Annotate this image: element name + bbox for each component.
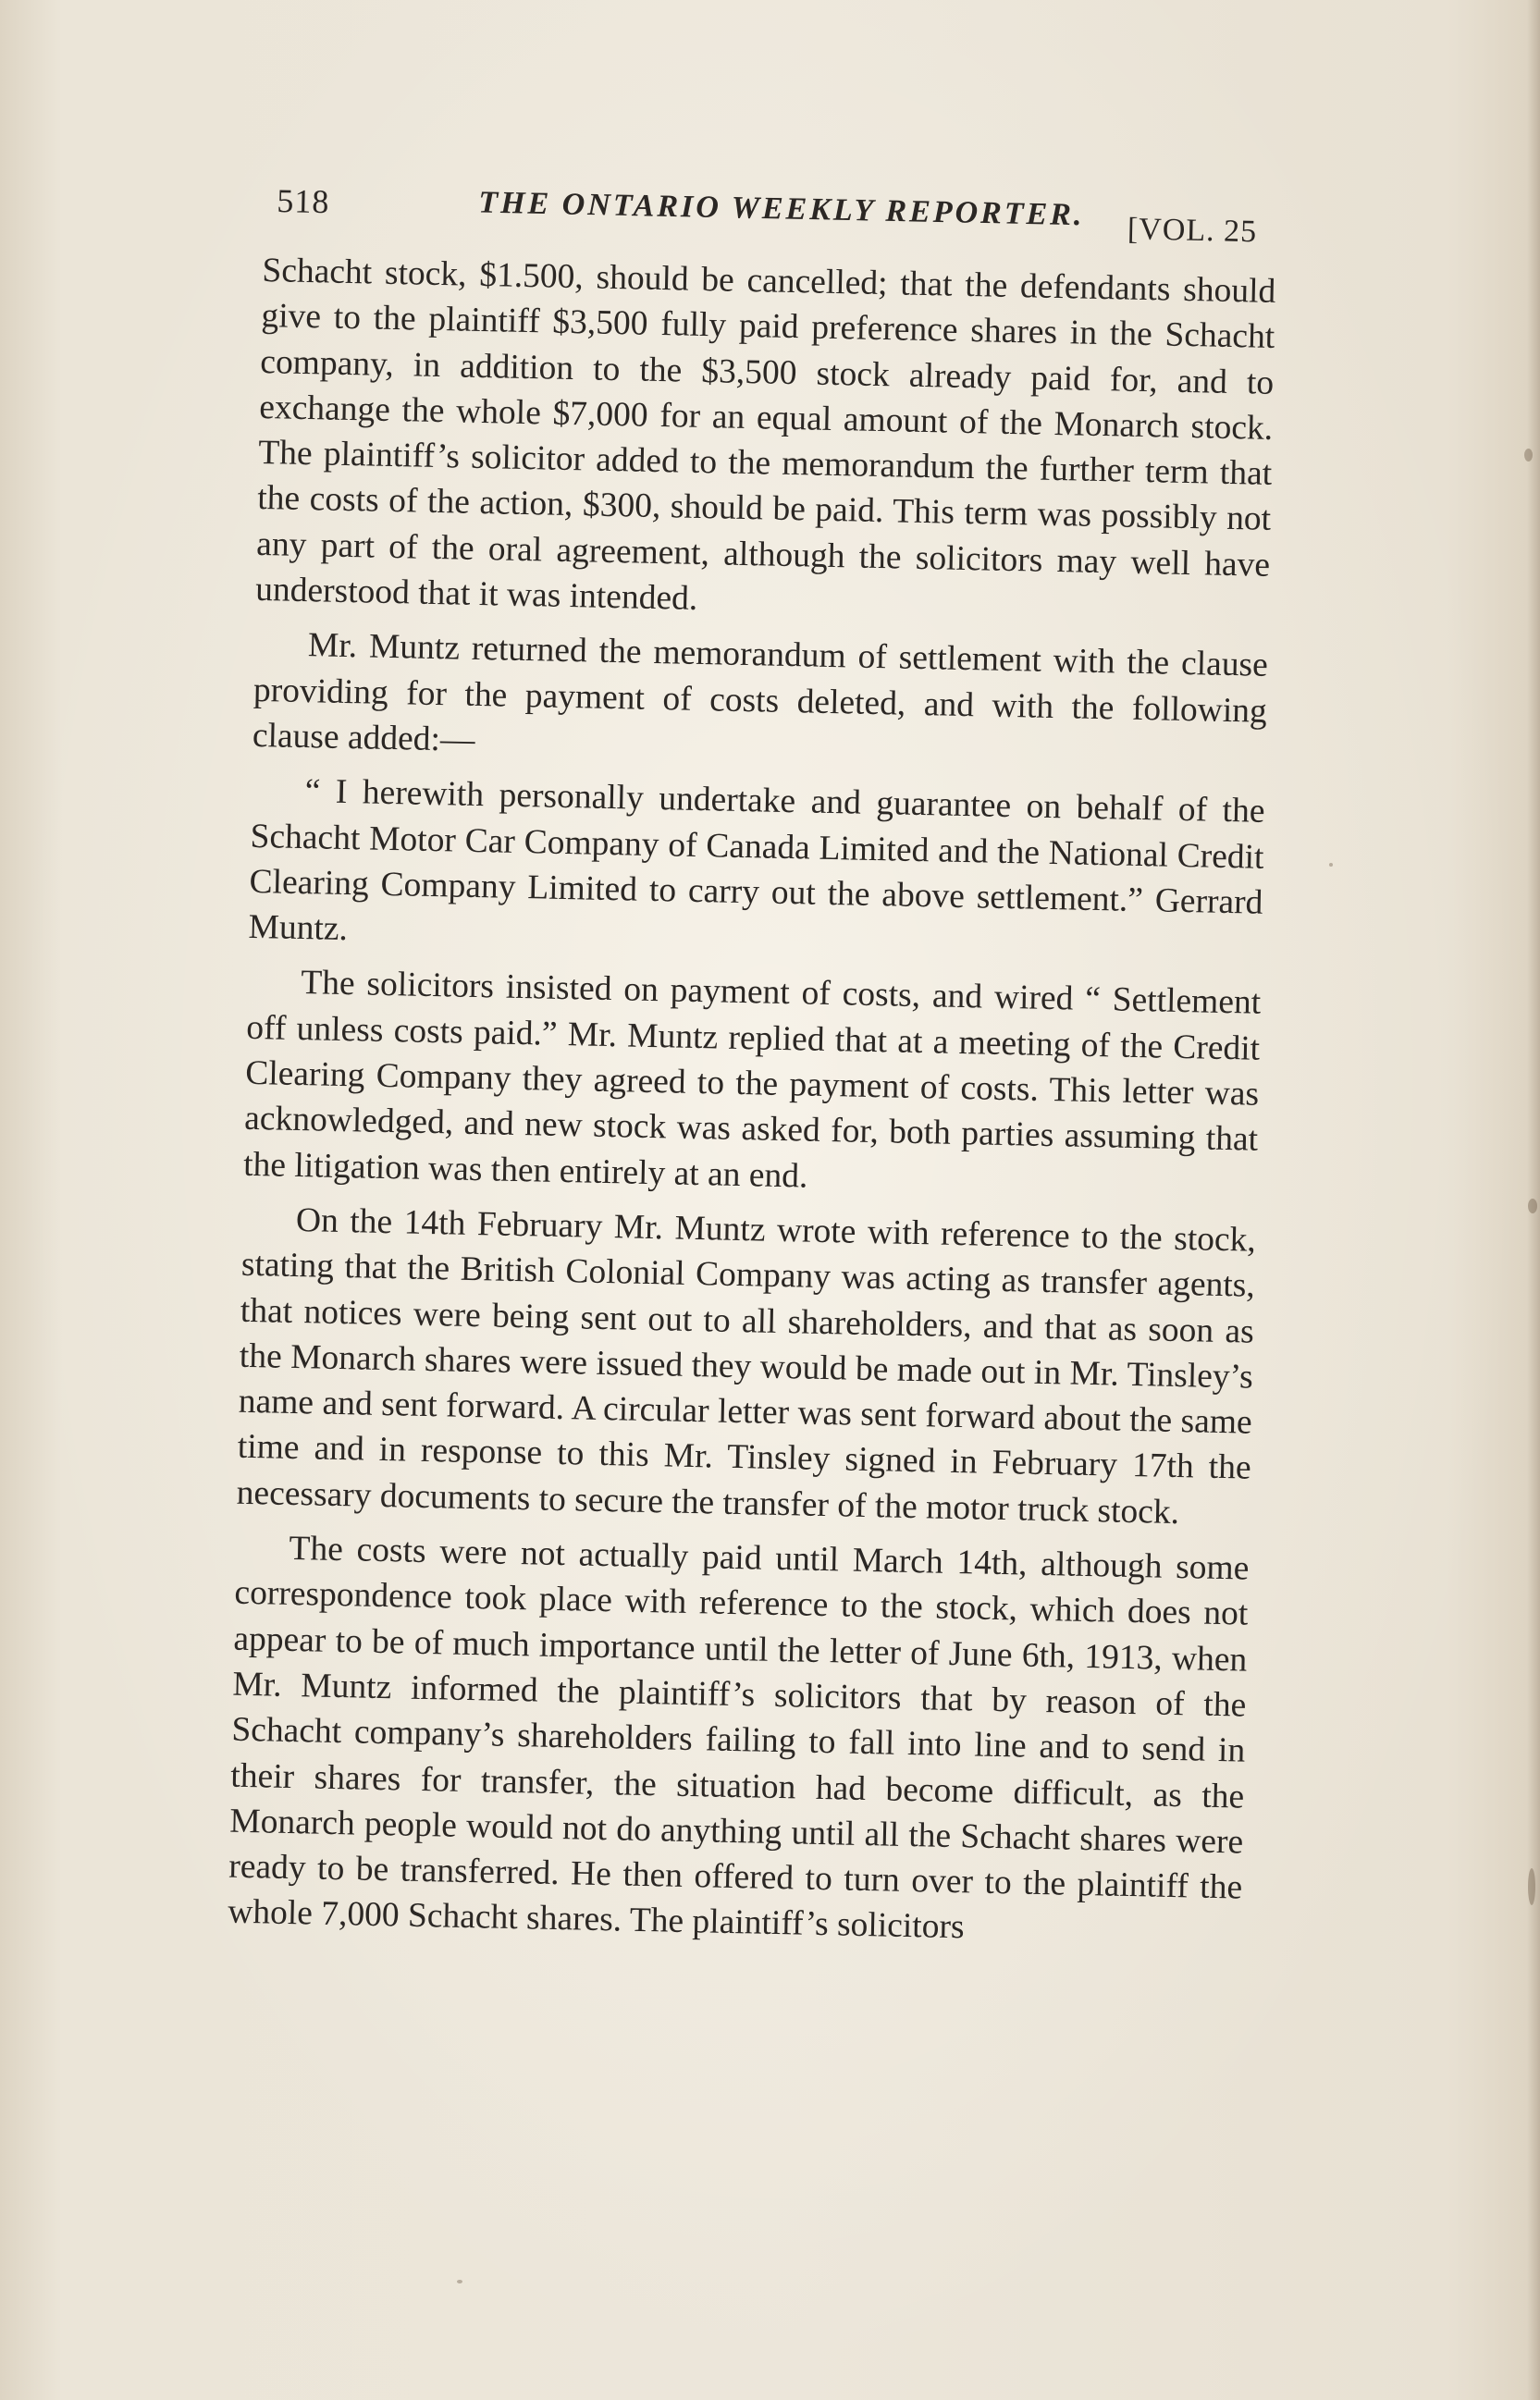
running-header [277,174,1286,260]
paragraph: Schacht stock, $1.500, should be cancelled; that the defendants should give to the plaintiff $3,500 fully paid preference shares in the Schacht company, in addition to the $3,500 stock already paid for, and to exchange the whole $7,000 for an equal amount of the Monarch stock. The plaintiff’s solicitor added to the memorandum the further term that the costs of the action, $300, should be paid. This term was possibly not any part of the oral agreement, although the solicitors may well have understood that it was intended. [254,251,1276,619]
paragraph: On the 14th February Mr. Muntz wrote with reference to the stock, stating that the British Colonial Company was acting as transfer agents, that notices were being sent out to all shareholders, and that as soon as the Monarch shares were issued they would be made out in Mr. Tinsley’s name and sent forward. A circular letter was sent forward about the same time and in response to this Mr. Tinsley signed in February 17th the necessary documents to secure the transfer of the motor truck stock. [236,1200,1257,1532]
paragraph: The costs were not actually paid until March 14th, although some correspondence took place with reference to the stock, which does not appear to be of much importance until the letter of June 6th, 1913, when Mr. Muntz informed the plaintiff’s solicitors that by reason of the Schacht company’s shareholders failing to fall into line and to send in their shares for transfer, the situation had become difficult, as the Monarch people would not do anything until all the Schacht shares were ready to be transferred. He then offered to turn over to the plaintiff the whole 7,000 Schacht shares. The plaintiff’s solicitors [227,1529,1250,1947]
page-number: 518 [276,181,330,221]
paper-speck [457,2280,462,2283]
paragraph: “ I herewith personally undertake and guarantee on behalf of the Schacht Motor Car Company of Canada Limited and the National Credit Clearing Company Limited to carry out the above settlement.” Gerrard Muntz. [248,772,1265,949]
paper-speck [1524,449,1533,462]
running-title: THE ONTARIO WEEKLY REPORTER. [478,185,1085,233]
body-text [228,248,1276,1965]
volume-label: [VOL. 25 [1127,212,1258,250]
paper-speck [1329,863,1333,867]
paper-speck [1528,1199,1537,1213]
paragraph: The solicitors insisted on payment of costs, and wired “ Settlement off unless costs paid.” Mr. Muntz replied that at a meeting of the Credit Clearing Company they agreed to the payment of costs. This letter was acknowledged, and new stock was asked for, both parties assuming that the litigation was then entirely at an end. [242,964,1262,1196]
paper-speck [1528,1868,1535,1905]
paragraph: Mr. Muntz returned the memorandum of settlement with the clause providing for the payment of costs deleted, and with the following clause added:— [252,626,1269,759]
